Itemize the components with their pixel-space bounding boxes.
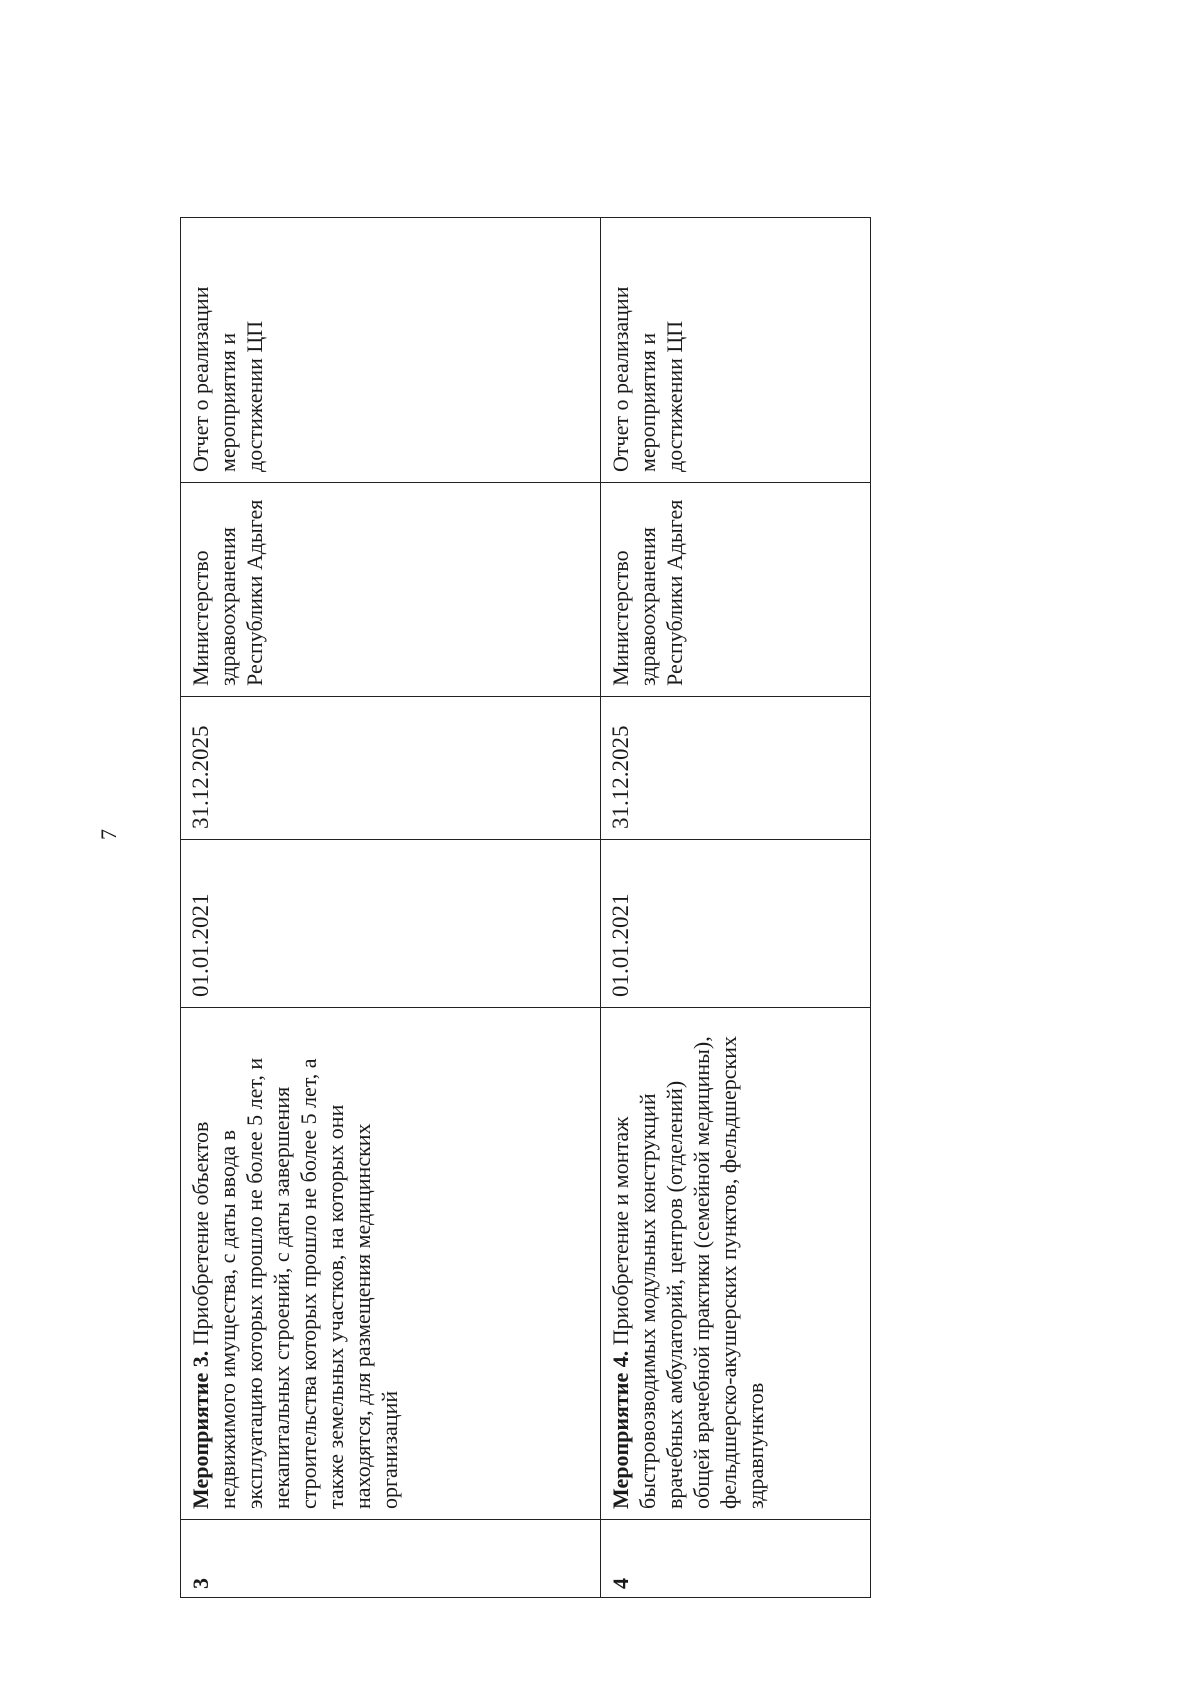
- responsible: Министерство здравоохранения Республики Адыгея: [601, 483, 871, 697]
- page-number: 7: [96, 829, 121, 840]
- activity-text: Приобретение и монтаж быстровозводимых модульных конструкций врачебных амбулаторий, центров (отделений) общей врачебной практики (семейной медицины), фельдшерско-акушерских пунктов, фельдшерских здравпунктов: [608, 1036, 768, 1509]
- activity-description: [181, 1008, 601, 1520]
- rotated-table: [180, 218, 870, 1598]
- table-row: [601, 218, 871, 1598]
- activity-title: Мероприятие 3.: [188, 1350, 213, 1509]
- responsible: Министерство здравоохранения Республики Адыгея: [181, 483, 601, 697]
- activities-table: [180, 217, 871, 1598]
- start-date: 01.01.2021: [181, 840, 601, 1008]
- activity-text: Приобретение объектов недвижимого имущества, с даты ввода в эксплуатацию которых прошло не более 5 лет, и некапитальных строений, с даты завершения строительства которых прошло не более 5 лет, а также земельных участков, на которых они находятся, для размещения медицинских организаций: [188, 1057, 402, 1509]
- end-date: 31.12.2025: [601, 697, 871, 840]
- start-date: 01.01.2021: [601, 840, 871, 1008]
- end-date: 31.12.2025: [181, 697, 601, 840]
- row-number: 4: [601, 1520, 871, 1598]
- row-number: 3: [181, 1520, 601, 1598]
- result: Отчет о реализации мероприятия и достижении ЦП: [601, 218, 871, 483]
- activity-title: Мероприятие 4.: [608, 1350, 633, 1509]
- result: Отчет о реализации мероприятия и достижении ЦП: [181, 218, 601, 483]
- table-row: [181, 218, 601, 1598]
- activity-description: [601, 1008, 871, 1520]
